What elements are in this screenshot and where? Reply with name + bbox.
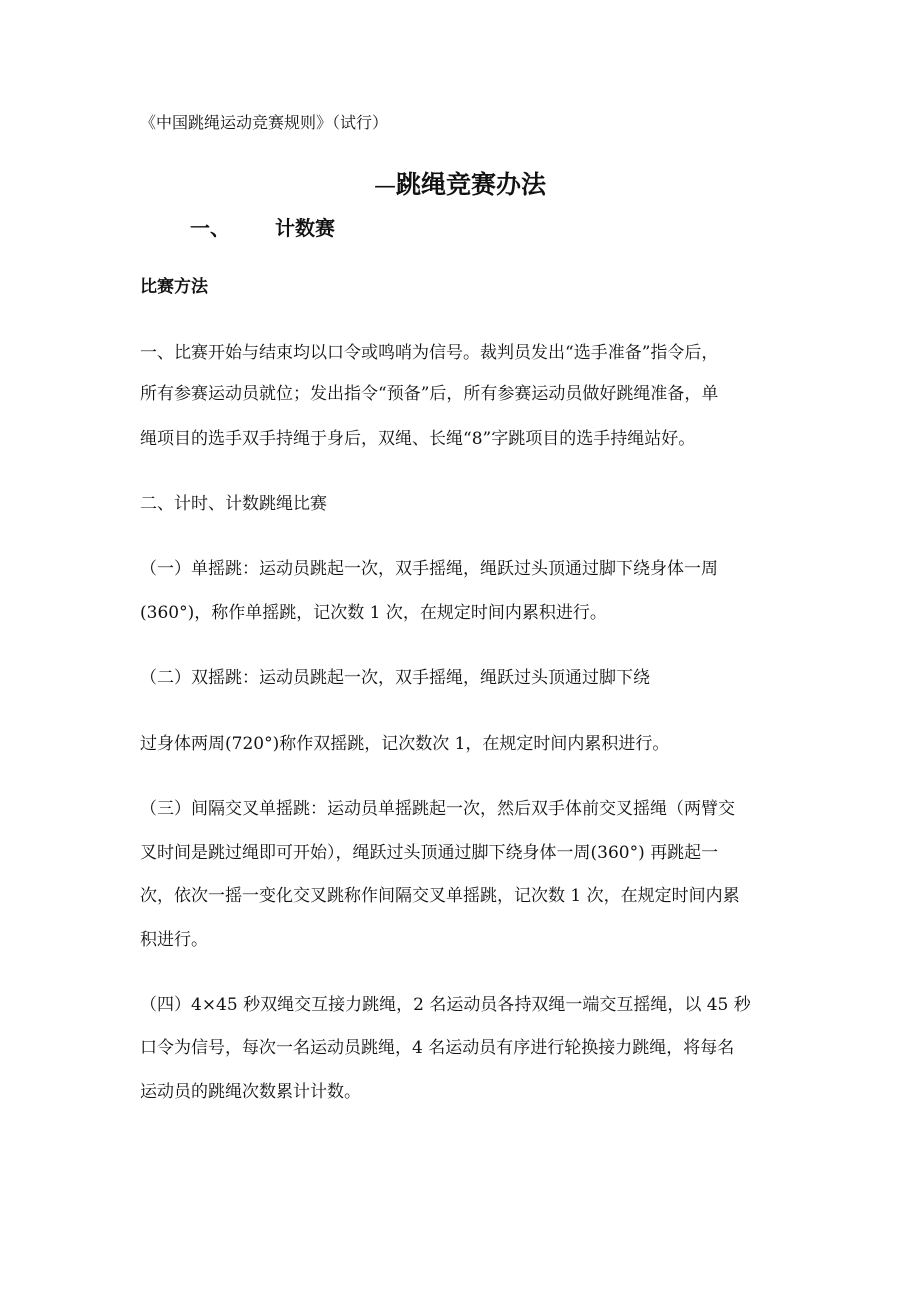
paragraph-4-line-1: （二）双摇跳：运动员跳起一次，双手摇绳，绳跃过头顶通过脚下绕 (140, 668, 650, 688)
paragraph-3-line-2: (360°)，称作单摇跳，记次数 1 次，在规定时间内累积进行。 (140, 603, 607, 623)
paragraph-6-line-4: 积进行。 (140, 930, 208, 950)
paragraph-6-line-3: 次，依次一摇一变化交叉跳称作间隔交叉单摇跳，记次数 1 次，在规定时间内累 (140, 886, 740, 906)
paragraph-2-line-1: 二、计时、计数跳绳比赛 (140, 494, 327, 514)
subsection-heading: 比赛方法 (140, 277, 208, 297)
main-title (0, 170, 920, 202)
main-title-text: 跳绳竞赛办法 (395, 170, 546, 199)
paragraph-6-line-1: （三）间隔交叉单摇跳：运动员单摇跳起一次，然后双手体前交叉摇绳（两臂交 (140, 799, 735, 819)
document-header-title: 《中国跳绳运动竞赛规则》（试行） (140, 113, 389, 132)
paragraph-7-line-2: 口令为信号，每次一名运动员跳绳，4 名运动员有序进行轮换接力跳绳，将每名 (140, 1038, 735, 1058)
paragraph-5-line-1: 过身体两周(720°)称作双摇跳，记次数次 1，在规定时间内累积进行。 (140, 734, 670, 754)
paragraph-3-line-1: （一）单摇跳：运动员跳起一次，双手摇绳，绳跃过头顶通过脚下绕身体一周 (140, 559, 718, 579)
section-title: 计数赛 (275, 216, 335, 240)
paragraph-7-line-3: 运动员的跳绳次数累计计数。 (140, 1082, 361, 1102)
main-title-prefix: — (373, 174, 396, 199)
paragraph-6-line-2: 叉时间是跳过绳即可开始），绳跃过头顶通过脚下绕身体一周(360°) 再跳起一 (140, 843, 719, 863)
section-number: 一、 (190, 216, 230, 240)
paragraph-7-line-1: （四）4×45 秒双绳交互接力跳绳，2 名运动员各持双绳一端交互摇绳，以 45 秒 (140, 995, 751, 1015)
paragraph-1-line-3: 绳项目的选手双手持绳于身后，双绳、长绳“8”字跳项目的选手持绳站好。 (140, 429, 696, 449)
paragraph-1-line-1: 一、比赛开始与结束均以口令或鸣哨为信号。裁判员发出“选手准备”指令后， (140, 343, 719, 363)
paragraph-1-line-2: 所有参赛运动员就位；发出指令“预备”后，所有参赛运动员做好跳绳准备，单 (140, 384, 719, 404)
